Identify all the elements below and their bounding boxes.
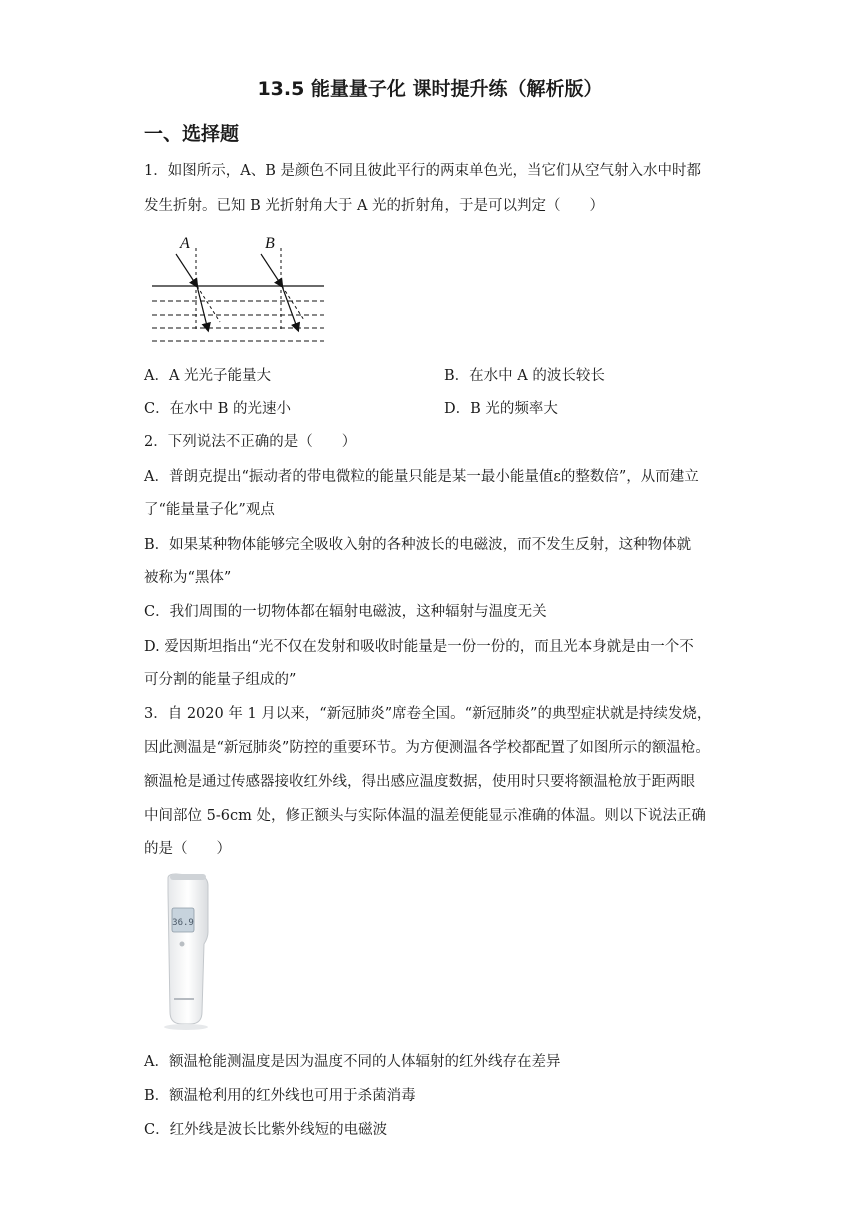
q1-option-b: B．在水中 A 的波长较长 [444,368,605,384]
section-heading: 一、选择题 [144,123,240,145]
device-shadow [164,1024,208,1030]
q2-option-c: C．我们周围的一切物体都在辐射电磁波，这种辐射与温度无关 [144,604,547,620]
q3-stem-line-2: 因此测温是“新冠肺炎”防控的重要环节。为方便测温各学校都配置了如图所示的额温枪。 [144,740,710,756]
q2-stem: 2．下列说法不正确的是（ ） [144,434,357,450]
q3-stem-line-3: 额温枪是通过传感器接收红外线，得出感应温度数据，使用时只要将额温枪放于距两眼 [144,774,695,790]
ray-a-incident [176,254,197,286]
ray-b-incident [261,254,282,286]
q1-option-a: A．A 光光子能量大 [144,368,272,384]
q1-option-d: D．B 光的频率大 [444,401,558,417]
lcd-reading: 36.9 [172,918,194,928]
q2-option-d-line-2: 可分割的能量子组成的” [144,672,297,688]
refraction-figure [150,234,330,346]
document-title: 13.5 能量量子化 课时提升练（解析版） [257,78,603,100]
q3-stem-line-1: 3．自 2020 年 1 月以来，“新冠肺炎”席卷全国。“新冠肺炎”的典型症状就是持续发烧， [144,706,712,722]
q2-option-a-line-2: 了“能量量子化”观点 [144,502,275,518]
q2-option-a-line-1: A．普朗克提出“振动者的带电微粒的能量只能是某一最小能量值ε的整数倍”，从而建立 [144,469,699,485]
ray-a-extension [197,286,220,322]
q3-option-c: C．红外线是波长比紫外线短的电磁波 [144,1122,388,1138]
ray-a-refracted [197,286,208,330]
q1-option-c: C．在水中 B 的光速小 [144,401,291,417]
ray-b-refracted [282,286,298,330]
q3-stem-line-4: 中间部位 5-6cm 处，修正额头与实际体温的温差便能显示准确的体温。则以下说法正确 [144,808,706,824]
device-body [168,874,208,1024]
q2-option-d-line-1: D. 爱因斯坦指出“光不仅在发射和吸收时能量是一份一份的，而且光本身就是由一个不 [144,639,694,655]
ray-b-label: B [265,235,275,252]
ray-a-label: A [180,235,190,252]
q2-option-b-line-1: B．如果某种物体能够完全吸收入射的各种波长的电磁波，而不发生反射，这种物体就 [144,537,692,553]
device-button [180,942,185,947]
q3-option-a: A．额温枪能测温度是因为温度不同的人体辐射的红外线存在差异 [144,1054,561,1070]
q3-stem-line-5: 的是（ ） [144,841,231,857]
q1-stem-line-2: 发生折射。已知 B 光折射角大于 A 光的折射角，于是可以判定（ ） [144,198,605,214]
q3-option-b: B．额温枪利用的红外线也可用于杀菌消毒 [144,1088,416,1104]
device-brand-mark [174,998,194,1000]
q2-option-b-line-2: 被称为“黑体” [144,570,232,586]
device-probe-cap [170,874,206,880]
thermometer-gun-image [146,872,236,1032]
q1-stem-line-1: 1．如图所示，A、B 是颜色不同且彼此平行的两束单色光，当它们从空气射入水中时都 [144,163,701,179]
